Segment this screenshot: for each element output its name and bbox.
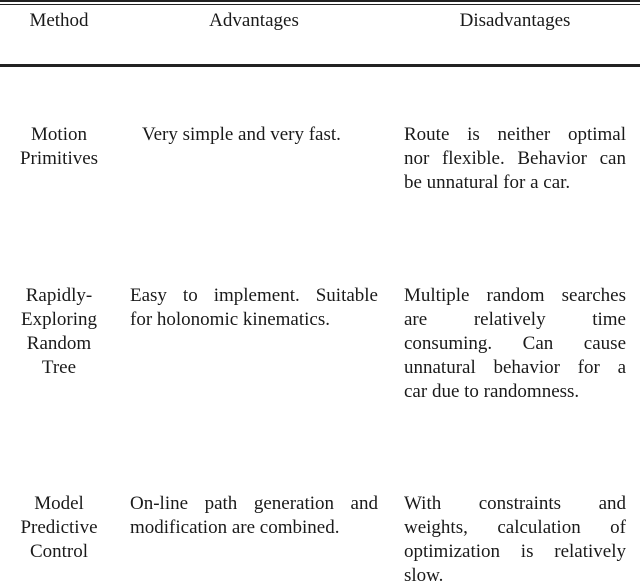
header-advantages: Advantages (209, 10, 299, 31)
disadvantages-line: are relatively time (404, 309, 626, 330)
disadvantages-line: consuming. Can cause (404, 333, 626, 354)
table-row-disadvantages (404, 284, 626, 404)
table-top-rule-inner (0, 4, 640, 5)
header-disadvantages: Disadvantages (459, 10, 571, 31)
method-line: Primitives (19, 148, 99, 169)
table-row-method (0, 492, 118, 564)
table-row-advantages (130, 284, 378, 332)
method-line: Motion (31, 124, 87, 145)
disadvantages-line: With constraints and (404, 493, 626, 514)
method-line: Model (34, 493, 84, 514)
method-line: Predictive (20, 517, 98, 538)
header-rule (0, 64, 640, 67)
table-row-method (0, 123, 118, 171)
disadvantages-line: nor flexible. Behavior can (404, 148, 626, 169)
method-line: Rapidly- (25, 285, 93, 306)
method-line: Control (29, 541, 89, 562)
header-method: Method (29, 10, 89, 31)
table-top-rule (0, 0, 640, 2)
table-row-method (0, 284, 118, 380)
advantages-line: modification are combined. (130, 517, 340, 538)
advantages-line: for holonomic kinematics. (130, 309, 330, 330)
advantages-line: Easy to implement. Suitable (130, 285, 378, 306)
disadvantages-line: unnatural behavior for a (404, 357, 626, 378)
advantages-line: Very simple and very fast. (142, 124, 341, 145)
disadvantages-line: weights, calculation of (404, 517, 626, 538)
disadvantages-line: optimization is relatively (404, 541, 626, 562)
advantages-line: On-line path generation and (130, 493, 378, 514)
method-line: Random (26, 333, 92, 354)
disadvantages-line: car due to randomness. (404, 381, 580, 402)
method-line: Exploring (21, 309, 97, 330)
disadvantages-line: Route is neither optimal (404, 124, 626, 145)
method-line: Tree (41, 357, 77, 378)
table-row-advantages (130, 492, 378, 540)
disadvantages-line: slow. (404, 565, 444, 586)
table-row-disadvantages (404, 492, 626, 588)
table-row-disadvantages (404, 123, 626, 195)
disadvantages-line: Multiple random searches (404, 285, 626, 306)
disadvantages-line: be unnatural for a car. (404, 172, 571, 193)
table-row-advantages (130, 123, 378, 147)
